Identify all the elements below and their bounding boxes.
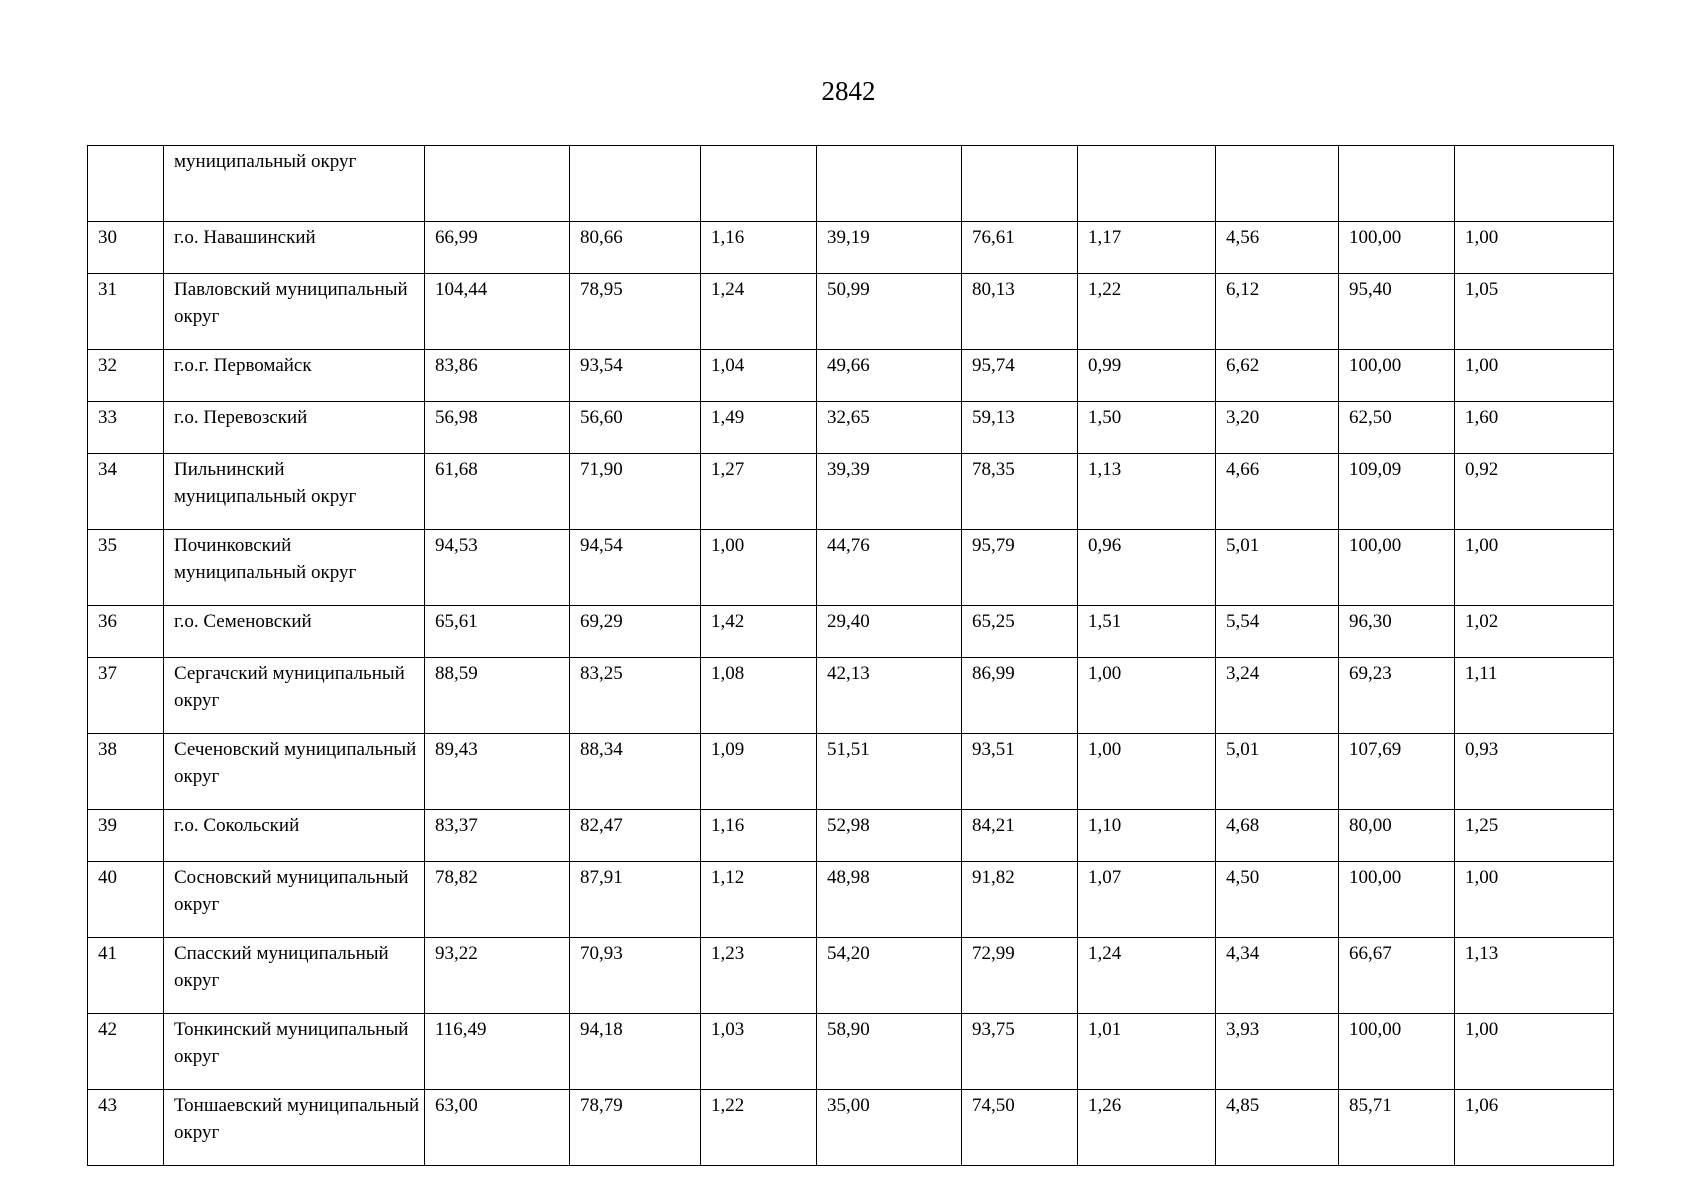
value-cell: 95,40	[1339, 274, 1455, 350]
value-cell: 89,43	[425, 734, 570, 810]
value-cell: 86,99	[962, 658, 1078, 734]
value-cell: 66,99	[425, 222, 570, 274]
value-cell: 78,79	[570, 1090, 701, 1166]
value-cell: 84,21	[962, 810, 1078, 862]
value-cell: 5,01	[1216, 530, 1339, 606]
value-cell: 65,61	[425, 606, 570, 658]
value-cell	[701, 146, 817, 222]
value-cell: 85,71	[1339, 1090, 1455, 1166]
district-name-cell: Сергачский муниципальный округ	[164, 658, 425, 734]
value-cell: 4,56	[1216, 222, 1339, 274]
value-cell: 1,05	[1455, 274, 1614, 350]
value-cell: 4,85	[1216, 1090, 1339, 1166]
value-cell: 94,53	[425, 530, 570, 606]
value-cell	[570, 146, 701, 222]
row-number-cell: 30	[88, 222, 164, 274]
table-row	[88, 658, 1614, 734]
value-cell: 1,03	[701, 1014, 817, 1090]
value-cell: 5,01	[1216, 734, 1339, 810]
row-number-cell: 33	[88, 402, 164, 454]
value-cell: 1,22	[701, 1090, 817, 1166]
value-cell: 100,00	[1339, 350, 1455, 402]
value-cell: 78,95	[570, 274, 701, 350]
value-cell: 1,00	[701, 530, 817, 606]
row-number-cell: 40	[88, 862, 164, 938]
table-row	[88, 1090, 1614, 1166]
value-cell: 1,25	[1455, 810, 1614, 862]
row-number-cell: 42	[88, 1014, 164, 1090]
value-cell	[962, 146, 1078, 222]
row-number-cell	[88, 146, 164, 222]
district-name-cell: г.о. Семеновский	[164, 606, 425, 658]
row-number-cell: 41	[88, 938, 164, 1014]
district-name-cell: Спасский муниципальный округ	[164, 938, 425, 1014]
value-cell: 1,09	[701, 734, 817, 810]
row-number-cell: 43	[88, 1090, 164, 1166]
district-name-cell: Тонкинский муниципальный округ	[164, 1014, 425, 1090]
value-cell: 1,22	[1078, 274, 1216, 350]
value-cell: 5,54	[1216, 606, 1339, 658]
value-cell: 83,25	[570, 658, 701, 734]
value-cell: 80,13	[962, 274, 1078, 350]
value-cell: 93,22	[425, 938, 570, 1014]
value-cell: 29,40	[817, 606, 962, 658]
value-cell: 69,29	[570, 606, 701, 658]
row-number-cell: 34	[88, 454, 164, 530]
value-cell: 6,12	[1216, 274, 1339, 350]
value-cell: 39,19	[817, 222, 962, 274]
value-cell: 100,00	[1339, 1014, 1455, 1090]
value-cell: 32,65	[817, 402, 962, 454]
value-cell: 104,44	[425, 274, 570, 350]
table-row	[88, 350, 1614, 402]
value-cell: 0,99	[1078, 350, 1216, 402]
value-cell: 1,13	[1455, 938, 1614, 1014]
value-cell	[1455, 146, 1614, 222]
value-cell: 100,00	[1339, 222, 1455, 274]
table-row	[88, 146, 1614, 222]
value-cell: 62,50	[1339, 402, 1455, 454]
value-cell: 100,00	[1339, 862, 1455, 938]
row-number-cell: 31	[88, 274, 164, 350]
value-cell: 6,62	[1216, 350, 1339, 402]
value-cell: 74,50	[962, 1090, 1078, 1166]
value-cell: 3,93	[1216, 1014, 1339, 1090]
value-cell: 3,20	[1216, 402, 1339, 454]
value-cell: 58,90	[817, 1014, 962, 1090]
district-name-cell: Тоншаевский муниципальный округ	[164, 1090, 425, 1166]
district-name-cell: Починковский муниципальный округ	[164, 530, 425, 606]
value-cell	[817, 146, 962, 222]
value-cell: 94,18	[570, 1014, 701, 1090]
value-cell: 1,08	[701, 658, 817, 734]
value-cell: 35,00	[817, 1090, 962, 1166]
value-cell: 1,00	[1455, 222, 1614, 274]
value-cell: 4,68	[1216, 810, 1339, 862]
value-cell: 1,00	[1455, 1014, 1614, 1090]
value-cell: 88,34	[570, 734, 701, 810]
value-cell: 51,51	[817, 734, 962, 810]
district-name-cell: Сеченовский муниципальный округ	[164, 734, 425, 810]
value-cell: 1,00	[1078, 734, 1216, 810]
value-cell: 1,04	[701, 350, 817, 402]
value-cell: 1,00	[1455, 530, 1614, 606]
value-cell: 95,79	[962, 530, 1078, 606]
value-cell: 1,10	[1078, 810, 1216, 862]
value-cell: 54,20	[817, 938, 962, 1014]
district-name-cell: Павловский муниципальный округ	[164, 274, 425, 350]
value-cell: 1,50	[1078, 402, 1216, 454]
table-row	[88, 274, 1614, 350]
value-cell: 66,67	[1339, 938, 1455, 1014]
value-cell: 1,07	[1078, 862, 1216, 938]
value-cell: 96,30	[1339, 606, 1455, 658]
value-cell: 82,47	[570, 810, 701, 862]
district-name-cell: муниципальный округ	[164, 146, 425, 222]
value-cell: 93,54	[570, 350, 701, 402]
value-cell: 107,69	[1339, 734, 1455, 810]
row-number-cell: 38	[88, 734, 164, 810]
value-cell: 72,99	[962, 938, 1078, 1014]
value-cell: 59,13	[962, 402, 1078, 454]
value-cell: 65,25	[962, 606, 1078, 658]
value-cell: 94,54	[570, 530, 701, 606]
value-cell: 1,06	[1455, 1090, 1614, 1166]
row-number-cell: 39	[88, 810, 164, 862]
value-cell: 100,00	[1339, 530, 1455, 606]
value-cell: 1,42	[701, 606, 817, 658]
value-cell	[1216, 146, 1339, 222]
value-cell: 1,23	[701, 938, 817, 1014]
value-cell: 1,26	[1078, 1090, 1216, 1166]
value-cell: 0,96	[1078, 530, 1216, 606]
value-cell: 93,75	[962, 1014, 1078, 1090]
value-cell: 48,98	[817, 862, 962, 938]
table-row	[88, 810, 1614, 862]
value-cell: 49,66	[817, 350, 962, 402]
value-cell: 95,74	[962, 350, 1078, 402]
value-cell: 93,51	[962, 734, 1078, 810]
value-cell: 80,66	[570, 222, 701, 274]
value-cell: 1,12	[701, 862, 817, 938]
value-cell: 1,24	[1078, 938, 1216, 1014]
value-cell: 56,98	[425, 402, 570, 454]
value-cell: 1,24	[701, 274, 817, 350]
row-number-cell: 36	[88, 606, 164, 658]
value-cell: 1,49	[701, 402, 817, 454]
value-cell	[425, 146, 570, 222]
value-cell: 52,98	[817, 810, 962, 862]
district-name-cell: Пильнинский муниципальный округ	[164, 454, 425, 530]
value-cell: 78,82	[425, 862, 570, 938]
value-cell	[1078, 146, 1216, 222]
value-cell: 1,01	[1078, 1014, 1216, 1090]
value-cell: 1,17	[1078, 222, 1216, 274]
table-row	[88, 862, 1614, 938]
value-cell: 1,02	[1455, 606, 1614, 658]
value-cell: 1,51	[1078, 606, 1216, 658]
district-name-cell: г.о. Навашинский	[164, 222, 425, 274]
data-table	[87, 145, 1614, 1166]
table-row	[88, 530, 1614, 606]
district-name-cell: г.о. Перевозский	[164, 402, 425, 454]
value-cell: 1,13	[1078, 454, 1216, 530]
value-cell: 39,39	[817, 454, 962, 530]
value-cell: 4,66	[1216, 454, 1339, 530]
value-cell: 78,35	[962, 454, 1078, 530]
value-cell: 1,16	[701, 810, 817, 862]
value-cell: 69,23	[1339, 658, 1455, 734]
page-number: 2842	[821, 76, 876, 106]
value-cell: 1,60	[1455, 402, 1614, 454]
value-cell: 0,93	[1455, 734, 1614, 810]
value-cell: 3,24	[1216, 658, 1339, 734]
value-cell: 1,00	[1455, 862, 1614, 938]
value-cell: 1,00	[1455, 350, 1614, 402]
value-cell: 42,13	[817, 658, 962, 734]
value-cell: 91,82	[962, 862, 1078, 938]
table-row	[88, 454, 1614, 530]
value-cell: 88,59	[425, 658, 570, 734]
value-cell: 50,99	[817, 274, 962, 350]
value-cell: 83,37	[425, 810, 570, 862]
value-cell: 61,68	[425, 454, 570, 530]
value-cell: 44,76	[817, 530, 962, 606]
row-number-cell: 37	[88, 658, 164, 734]
value-cell: 83,86	[425, 350, 570, 402]
value-cell: 56,60	[570, 402, 701, 454]
value-cell: 71,90	[570, 454, 701, 530]
value-cell: 1,27	[701, 454, 817, 530]
value-cell: 1,00	[1078, 658, 1216, 734]
row-number-cell: 35	[88, 530, 164, 606]
value-cell: 109,09	[1339, 454, 1455, 530]
value-cell: 4,34	[1216, 938, 1339, 1014]
value-cell: 76,61	[962, 222, 1078, 274]
value-cell: 4,50	[1216, 862, 1339, 938]
value-cell: 87,91	[570, 862, 701, 938]
district-name-cell: г.о. Сокольский	[164, 810, 425, 862]
table-row	[88, 938, 1614, 1014]
value-cell: 1,11	[1455, 658, 1614, 734]
district-name-cell: Сосновский муниципальный округ	[164, 862, 425, 938]
value-cell: 80,00	[1339, 810, 1455, 862]
value-cell: 116,49	[425, 1014, 570, 1090]
table-row	[88, 606, 1614, 658]
table-row	[88, 734, 1614, 810]
table-row	[88, 1014, 1614, 1090]
table-row	[88, 402, 1614, 454]
value-cell: 70,93	[570, 938, 701, 1014]
table-body	[88, 146, 1614, 1166]
value-cell	[1339, 146, 1455, 222]
table-row	[88, 222, 1614, 274]
value-cell: 63,00	[425, 1090, 570, 1166]
value-cell: 0,92	[1455, 454, 1614, 530]
row-number-cell: 32	[88, 350, 164, 402]
value-cell: 1,16	[701, 222, 817, 274]
district-name-cell: г.о.г. Первомайск	[164, 350, 425, 402]
